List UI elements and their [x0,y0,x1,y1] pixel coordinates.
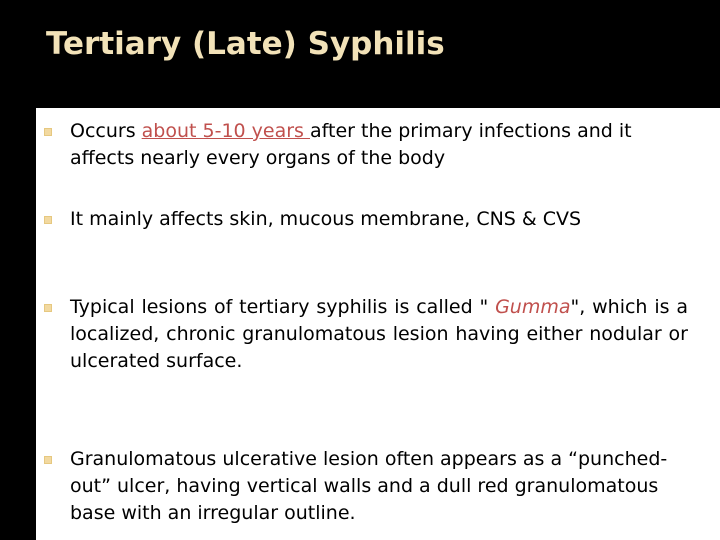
bullet-1-highlight: about 5-10 years [141,120,310,142]
bullet-square-icon [44,128,52,136]
title-bar [0,0,720,108]
bullet-text-1 [70,118,688,172]
content-area [36,108,720,540]
bullet-text-3 [70,294,688,375]
slide-title: Tertiary (Late) Syphilis [46,26,445,62]
bullet-3-post: ", which is a localized, chronic granulomatous lesion having either nodular or ulcerated surface. [70,296,688,372]
bullet-square-icon [44,304,52,312]
bullet-text-2: It mainly affects skin, mucous membrane, CNS & CVS [70,208,582,230]
bullet-1-post: after the primary infections and it affects nearly every organs of the body [70,120,632,169]
bullet-3-pre: Typical lesions of tertiary syphilis is called " [70,296,496,318]
bullet-square-icon [44,456,52,464]
bullet-square-icon [44,216,52,224]
bullet-3-highlight: Gumma [495,296,571,318]
bullet-1-pre: Occurs [70,120,142,142]
bullet-text-4: Granulomatous ulcerative lesion often appears as a “punched-out” ulcer, having vertical walls and a dull red granulomatous base with an irregular outline. [70,448,668,524]
